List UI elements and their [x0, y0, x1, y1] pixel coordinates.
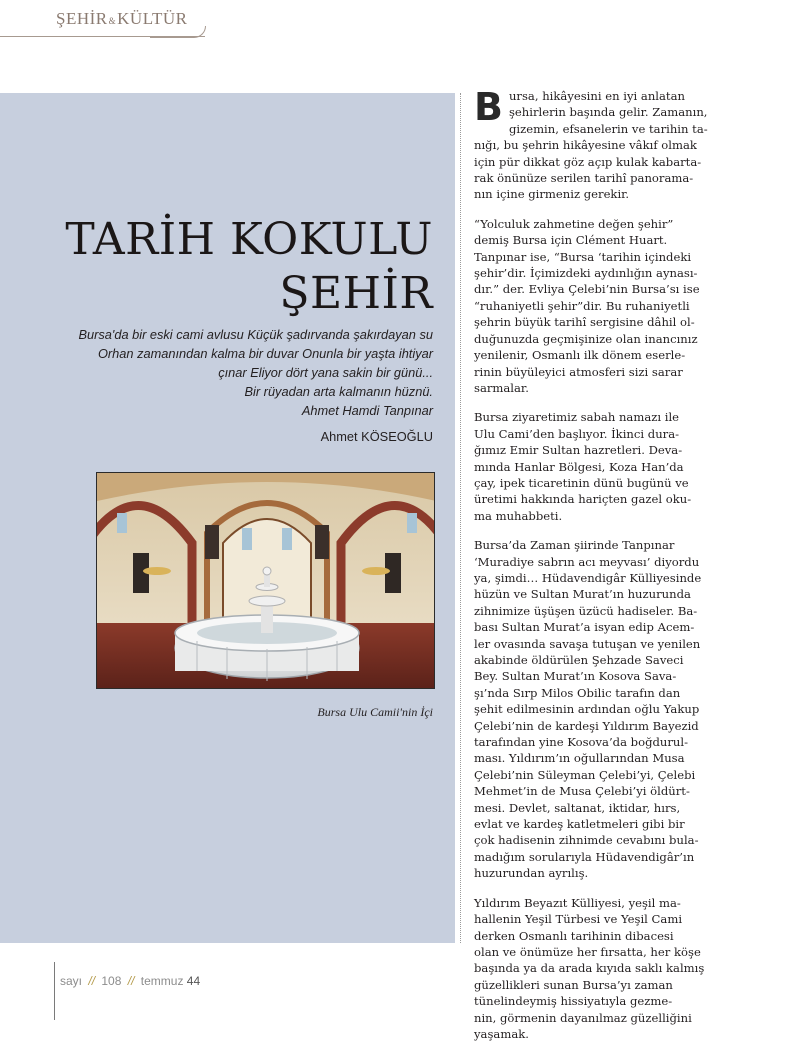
text-line: mesi. Devlet, saltanat, iktidar, hırs,: [474, 800, 681, 815]
text-line: gizemin, efsanelerin ve tarihin ta-: [508, 121, 708, 136]
footer-month: temmuz: [140, 974, 184, 988]
text-line: rak önünüze serilen tarihî panorama-: [474, 171, 694, 186]
text-line: sarmalar.: [474, 380, 529, 395]
text-line: akabinde öldürülen Şehzade Saveci: [474, 653, 684, 667]
text-line: “ruhaniyetli şehir”dir. Bu ruhaniyetli: [474, 298, 690, 313]
text-line: şı’nda Sırp Milos Obilic tarafın dan: [474, 685, 681, 700]
text-line: çay, ipek ticaretinin dünü bugünü ve: [474, 475, 689, 490]
feature-panel: [0, 93, 455, 943]
text-line: zihnimize üşüşen üzücü hadiseler. Ba-: [474, 603, 698, 618]
section-label-ampersand: &: [108, 16, 117, 26]
text-line: Çelebi’nin de kardeşi Yıldırım Bayezid: [474, 718, 699, 733]
page-footer: [60, 974, 200, 988]
text-line: şehirlerin başında gelir. Zamanın,: [508, 105, 708, 120]
text-line: çok hadisenin zihnimde cevabını bula-: [474, 833, 699, 848]
epigraph-line: Bir rüyadan arta kalmanın hüznü.: [244, 384, 433, 399]
article-title: [13, 213, 433, 321]
text-line: ma muhabbeti.: [474, 508, 563, 523]
text-line: yaşamak.: [474, 1026, 529, 1041]
epigraph: [13, 325, 433, 420]
text-line: Bursa ziyaretimiz sabah namazı ile: [474, 410, 680, 425]
text-line: derken Osmanlı tarihinin dibacesi: [474, 928, 674, 943]
text-line: başında ya da arada kıyıda saklı kalmış: [474, 961, 705, 976]
drop-cap: B: [474, 85, 503, 129]
text-line: ‘Muradiye sabrın acı meyvası’ diyordu: [474, 554, 700, 569]
article-paragraph: [474, 537, 718, 882]
text-line: şehir’dir. İçimizdeki aydınlığın aynası-: [474, 266, 698, 281]
text-line: üretimi hakkında hariçten gazel oku-: [474, 492, 692, 507]
article-title-line: ŞEHİR: [279, 268, 433, 319]
footer-magazine: sayı: [60, 974, 83, 988]
text-line: rinin büyüleyici atmosferi sizi sarar: [474, 364, 683, 379]
text-line: nığı, bu şehrin hikâyesine vâkıf olmak: [474, 138, 697, 153]
page-number: 44: [186, 974, 201, 988]
text-line: ya, şimdi… Hüdavendigâr Külliyesinde: [474, 570, 702, 585]
footer-separator: //: [127, 974, 135, 988]
article-paragraph: [474, 85, 718, 203]
text-line: dır.” der. Evliya Çelebi’nin Bursa’sı ise: [474, 282, 700, 297]
text-line: ursa, hikâyesini en iyi anlatan: [508, 89, 685, 103]
article-title-line: TARİH KOKULU: [65, 214, 433, 265]
photo-caption: Bursa Ulu Camii'nin İçi: [317, 705, 433, 719]
footer-issue: 108: [101, 974, 122, 988]
footer-separator: //: [88, 974, 96, 988]
text-line: tarafından yine Kosova’da boğdurul-: [474, 735, 689, 750]
text-line: şehit edilmesinin ardından oğlu Yakup: [474, 702, 700, 717]
text-line: hallenin Yeşil Türbesi ve Yeşil Cami: [474, 912, 683, 927]
footer-rule: [54, 962, 55, 1020]
text-line: Çelebi’nin Süleyman Çelebi’yi, Çelebi: [474, 767, 696, 782]
text-line: demiş Bursa için Clément Huart.: [474, 233, 668, 248]
epigraph-line: Orhan zamanından kalma bir duvar Onunla bir yaşta ihtiyar: [97, 346, 433, 361]
mosque-interior-photo: [96, 472, 435, 689]
text-line: ması. Yıldırım’ın oğullarından Musa: [474, 751, 685, 766]
text-line: evlat ve kardeş katletmeleri gibi bir: [474, 817, 685, 832]
text-line: Mehmet’in de Musa Çelebi’yi öldürt-: [474, 784, 690, 799]
text-line: güzellikleri sunan Bursa’yı zaman: [474, 977, 673, 992]
text-line: huzurundan ayrılış.: [474, 866, 589, 881]
page-header: [0, 0, 792, 50]
article-paragraph: [474, 216, 718, 396]
article-paragraph: [474, 409, 718, 524]
text-line: ğımız Emir Sultan hazretleri. Deva-: [474, 443, 683, 458]
text-line: Yıldırım Beyazıt Külliyesi, yeşil ma-: [474, 895, 681, 910]
text-line: yenilenir, Osmanlı ilk dönem eserle-: [474, 348, 686, 363]
header-rule: [0, 36, 205, 37]
mosque-interior-illustration: [97, 473, 435, 689]
text-line: Ulu Cami’den başlıyor. İkinci dura-: [474, 426, 680, 441]
text-line: nin, görmenin dayanılmaz güzelliğini: [474, 1010, 692, 1025]
text-line: olan ve önümüze her fırsatta, her köşe: [474, 944, 701, 959]
epigraph-line: Bursa'da bir eski cami avlusu Küçük şadırvanda şakırdayan su: [78, 327, 433, 342]
column-divider: [460, 93, 461, 943]
text-line: tünelindeymiş hissiyatıyla gezme-: [474, 994, 673, 1009]
text-line: için pür dikkat göz açıp kulak kabarta-: [474, 154, 702, 169]
article-paragraph: [474, 895, 718, 1043]
text-line: ler ovasında savaşa tutuşan ve yenilen: [474, 636, 701, 651]
text-line: nın içine girmeniz gerekir.: [474, 187, 630, 202]
text-line: hüzün ve Sultan Murat’ın huzurunda: [474, 587, 691, 602]
epigraph-attribution: Ahmet Hamdi Tanpınar: [301, 403, 433, 418]
text-line: Bursa’da Zaman şiirinde Tanpınar: [474, 538, 675, 553]
epigraph-line: çınar Eliyor dört yana sakin bir günü...: [218, 365, 433, 380]
text-line: Tanpınar ise, “Bursa ‘tarihin içindeki: [474, 249, 692, 264]
text-line: “Yolculuk zahmetine değen şehir”: [474, 216, 674, 231]
text-line: madığım sorularıyla Hüdavendigâr’ın: [474, 849, 695, 864]
text-line: bası Sultan Murat’a isyan edip Acem-: [474, 620, 695, 635]
text-line: şehrin büyük tarihî sergisine dâhil ol-: [474, 315, 695, 330]
text-line: mında Hanlar Bölgesi, Koza Han’da: [474, 459, 684, 474]
text-line: Bey. Sultan Murat’ın Kosova Sava-: [474, 669, 677, 684]
text-line: duğunuzda geçmişinize olan inancınız: [474, 331, 698, 346]
article-author: Ahmet KÖSEOĞLU: [320, 429, 433, 444]
article-body: [474, 85, 718, 1055]
section-label-left: ŞEHİR: [56, 9, 108, 28]
section-label-right: KÜLTÜR: [117, 9, 188, 28]
